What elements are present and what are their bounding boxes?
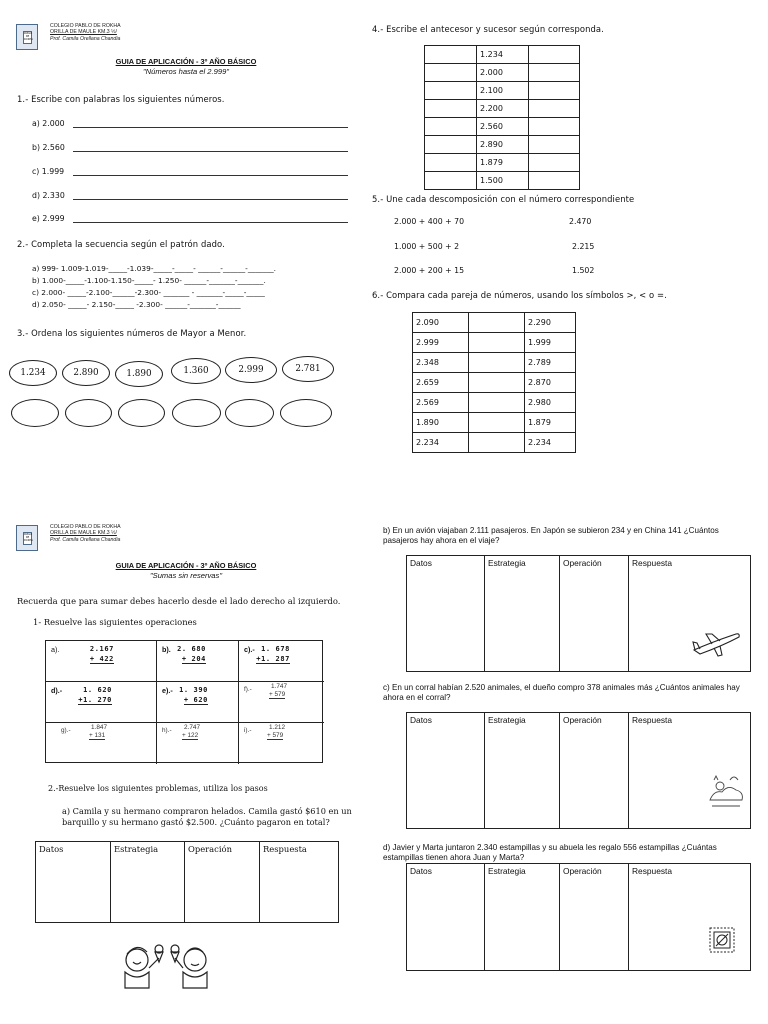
symbol-cell[interactable] <box>469 393 525 413</box>
airplane-icon <box>692 628 742 658</box>
q1-item-a: a) 2.000 <box>32 119 65 128</box>
answer-line[interactable] <box>73 151 348 152</box>
intro-text: Recuerda que para sumar debes hacerlo desde el lado derecho al izquierdo. <box>17 596 341 606</box>
answer-cell[interactable] <box>425 136 477 154</box>
school-logo: PABLO DE ROKHA <box>16 24 38 50</box>
q6-title: 6.- Compara cada pareja de números, usando los símbolos >, < o =. <box>372 290 667 300</box>
respuesta-column[interactable]: Respuesta <box>632 558 673 568</box>
sum-cell[interactable]: f).- 1.747 + 579 <box>239 682 324 723</box>
q2-item-d: d) 2.050- _____- 2.150-_____ -2.300- ______-_______-______ <box>32 300 241 309</box>
answer-line[interactable] <box>73 175 348 176</box>
problem-c-table <box>406 712 751 829</box>
decomposition-item: 2.000 + 400 + 70 <box>394 217 465 226</box>
answer-oval[interactable] <box>118 399 165 427</box>
answer-cell[interactable] <box>425 64 477 82</box>
q2-item-b: b) 1.000-_____-1.100-1.150-_____- 1.250- ______-_______-_______. <box>32 276 266 285</box>
sums-grid <box>45 640 323 763</box>
q2-item-a: a) 999- 1.009-1.019-_____-1.039-_____-_____- ______-______-_______. <box>32 264 277 273</box>
number-oval: 1.360 <box>171 358 221 384</box>
symbol-cell[interactable] <box>469 333 525 353</box>
estrategia-column[interactable]: Estrategia <box>485 864 560 970</box>
problem-d-table <box>406 863 751 971</box>
number-oval: 1.890 <box>115 361 163 387</box>
problem-a-table <box>35 841 339 923</box>
stamp-icon <box>706 924 738 956</box>
answer-cell[interactable] <box>529 136 580 154</box>
farm-animals-icon <box>706 770 746 810</box>
sum-cell[interactable]: d).- 1. 620 +1. 270 <box>46 682 157 723</box>
symbol-cell[interactable] <box>469 433 525 453</box>
sheet2-title: GUIA DE APLICACIÓN - 3º AÑO BÁSICO <box>115 561 257 570</box>
answer-cell[interactable] <box>425 82 477 100</box>
problem-c-text: c) En un corral habían 2.520 animales, el dueño compro 378 animales más ¿Cuántos animales hay ahora en el corral? <box>383 683 740 702</box>
q1-sums-title: 1- Resuelve las siguientes operaciones <box>33 617 197 627</box>
answer-cell[interactable] <box>425 172 477 190</box>
answer-cell[interactable] <box>425 118 477 136</box>
respuesta-column[interactable]: Respuesta <box>632 866 673 876</box>
respuesta-column[interactable]: Respuesta <box>263 844 307 854</box>
q5-title: 5.- Une cada descomposición con el número correspondiente <box>372 194 635 204</box>
number-cell: 2.000 <box>477 64 529 82</box>
q3-title: 3.- Ordena los siguientes números de Mayor a Menor. <box>17 328 247 338</box>
number-cell: 2.789 <box>525 353 576 373</box>
q2-problems-title: 2.-Resuelve los siguientes problemas, utiliza los pasos <box>48 784 268 793</box>
kids-ice-cream-illustration <box>115 938 215 990</box>
teacher-name: Prof. Camila Orellana Chandia <box>50 536 121 543</box>
number-cell: 2.890 <box>477 136 529 154</box>
number-cell: 2.348 <box>413 353 469 373</box>
answer-line[interactable] <box>73 222 348 223</box>
datos-column[interactable]: Datos <box>407 713 485 828</box>
number-cell: 1.234 <box>477 46 529 64</box>
sum-cell[interactable]: a). 2.167 + 422 <box>46 641 157 682</box>
number-oval: 2.999 <box>225 357 277 383</box>
answer-oval[interactable] <box>280 399 332 427</box>
decomposition-item: 2.000 + 200 + 15 <box>394 266 465 275</box>
school-name: COLEGIO PABLO DE ROKHA <box>50 23 121 29</box>
school-logo: PABLO DE ROKHA <box>16 525 38 551</box>
number-cell: 2.100 <box>477 82 529 100</box>
school-address: ORILLA DE MAULE KM.3 ½/ <box>50 29 117 36</box>
number-target: 1.502 <box>572 266 595 275</box>
sheet2-subtitle: "Sumas sin reservas" <box>149 571 223 580</box>
compare-table <box>412 312 576 453</box>
answer-cell[interactable] <box>529 172 580 190</box>
school-header <box>50 23 121 42</box>
answer-cell[interactable] <box>425 46 477 64</box>
datos-column[interactable]: Datos <box>407 864 485 970</box>
symbol-cell[interactable] <box>469 313 525 333</box>
number-cell: 2.980 <box>525 393 576 413</box>
number-oval: 2.781 <box>282 356 334 382</box>
number-cell: 1.879 <box>477 154 529 172</box>
q2-title: 2.- Completa la secuencia según el patrón dado. <box>17 239 225 249</box>
predecessor-successor-table <box>424 45 580 190</box>
number-cell: 2.560 <box>477 118 529 136</box>
answer-cell[interactable] <box>425 154 477 172</box>
number-cell: 2.290 <box>525 313 576 333</box>
answer-line[interactable] <box>73 199 348 200</box>
sum-cell[interactable]: b). 2. 680 + 204 <box>157 641 239 682</box>
sheet1-subtitle: "Números hasta el 2.999" <box>142 67 229 76</box>
answer-cell[interactable] <box>425 100 477 118</box>
answer-oval[interactable] <box>65 399 112 427</box>
sheet1-title: GUIA DE APLICACIÓN - 3º AÑO BÁSICO <box>115 57 257 66</box>
q1-item-b: b) 2.560 <box>32 143 65 152</box>
number-oval: 2.890 <box>62 360 110 386</box>
number-cell: 2.659 <box>413 373 469 393</box>
number-cell: 1.890 <box>413 413 469 433</box>
q2-item-c: c) 2.000- _____-2.100-______-2.300- _______ - _______-_____-_____ <box>32 288 265 297</box>
estrategia-column[interactable]: Estrategia <box>485 556 560 671</box>
sum-cell[interactable]: h).- 2.747 + 122 <box>157 723 239 764</box>
q1-item-e: e) 2.999 <box>32 214 65 223</box>
number-cell: 2.569 <box>413 393 469 413</box>
sum-cell[interactable]: i).- 1.212 + 579 <box>244 724 285 739</box>
problem-d-text: d) Javier y Marta juntaron 2.340 estampillas y su abuela les regalo 556 estampillas ¿Cuántas estampillas tienen ahora Juan y Marta? <box>383 843 717 862</box>
problem-a-text: a) Camila y su hermano compraron helados. Camila gastó $610 en un barquillo y su hermano gastó $2.500. ¿Cuánto pagaron en total? <box>62 806 352 827</box>
sum-cell[interactable]: c).- 1. 678 +1. 287 <box>239 641 324 682</box>
number-cell: 2.200 <box>477 100 529 118</box>
respuesta-column[interactable]: Respuesta <box>632 715 673 725</box>
symbol-cell[interactable] <box>469 373 525 393</box>
answer-oval[interactable] <box>172 399 221 427</box>
estrategia-column[interactable]: Estrategia <box>485 713 560 828</box>
sum-cell[interactable]: e).- 1. 390 + 620 <box>157 682 239 723</box>
q4-title: 4.- Escribe el antecesor y sucesor según corresponda. <box>372 24 604 34</box>
number-cell: 2.090 <box>413 313 469 333</box>
estrategia-column[interactable]: Estrategia <box>111 842 185 922</box>
operacion-column[interactable]: Operación <box>560 713 629 828</box>
q1-item-c: c) 1.999 <box>32 167 65 176</box>
operacion-column[interactable]: Operación <box>185 842 260 922</box>
q1-title: 1.- Escribe con palabras los siguientes números. <box>17 94 225 104</box>
answer-oval[interactable] <box>11 399 59 427</box>
answer-cell[interactable] <box>529 100 580 118</box>
sum-cell[interactable]: g).- 1.847 + 131 <box>46 723 157 764</box>
number-target: 2.470 <box>569 217 592 226</box>
answer-oval[interactable] <box>225 399 274 427</box>
symbol-cell[interactable] <box>469 353 525 373</box>
school-header <box>50 524 121 543</box>
number-oval: 1.234 <box>9 360 57 386</box>
number-cell: 2.234 <box>413 433 469 453</box>
number-cell: 2.234 <box>525 433 576 453</box>
number-cell: 1.999 <box>525 333 576 353</box>
number-cell: 2.870 <box>525 373 576 393</box>
datos-column[interactable]: Datos <box>36 842 111 922</box>
number-cell: 1.500 <box>477 172 529 190</box>
teacher-name: Prof. Camila Orellana Chandia <box>50 35 121 42</box>
q1-item-d: d) 2.330 <box>32 191 65 200</box>
problem-b-text: b) En un avión viajaban 2.111 pasajeros. En Japón se subieron 234 y en China 141 ¿Cuántos pasajeros hay ahora en el viaje? <box>383 526 719 545</box>
symbol-cell[interactable] <box>469 413 525 433</box>
number-cell: 2.999 <box>413 333 469 353</box>
decomposition-item: 1.000 + 500 + 2 <box>394 242 460 251</box>
number-target: 2.215 <box>572 242 595 251</box>
answer-cell[interactable] <box>529 64 580 82</box>
school-address: ORILLA DE MAULE KM.3 ½/ <box>50 530 117 537</box>
operacion-column[interactable]: Operación <box>560 556 629 671</box>
school-name: COLEGIO PABLO DE ROKHA <box>50 524 121 530</box>
answer-cell[interactable] <box>529 46 580 64</box>
answer-line[interactable] <box>73 127 348 128</box>
datos-column[interactable]: Datos <box>407 556 485 671</box>
number-cell: 1.879 <box>525 413 576 433</box>
answer-cell[interactable] <box>529 154 580 172</box>
answer-cell[interactable] <box>529 82 580 100</box>
answer-cell[interactable] <box>529 118 580 136</box>
operacion-column[interactable]: Operación <box>560 864 629 970</box>
